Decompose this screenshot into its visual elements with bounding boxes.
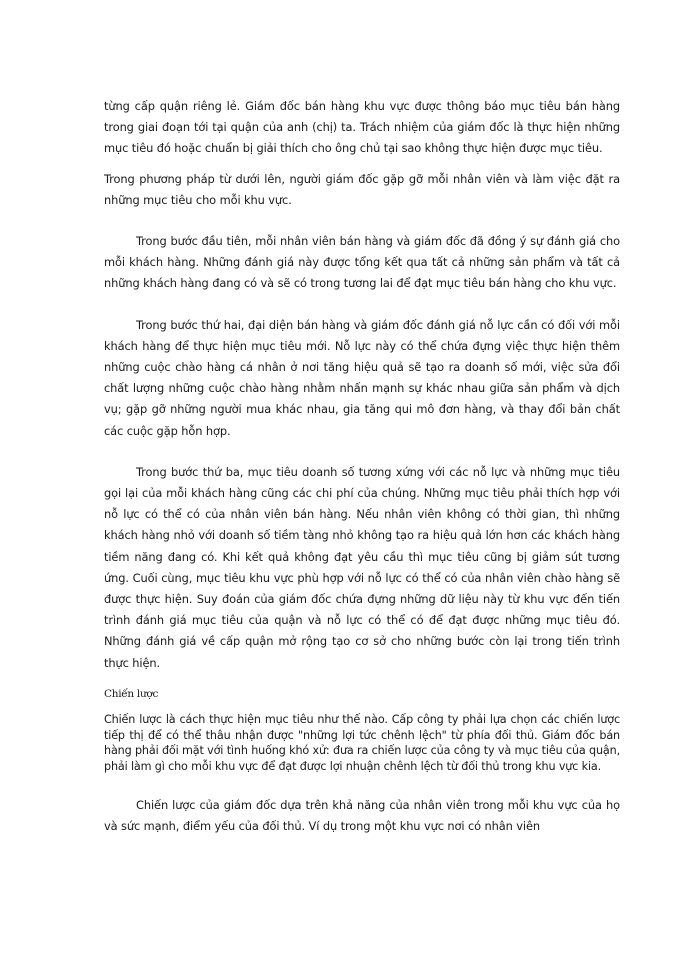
paragraph-step-one: Trong bước đầu tiên, mỗi nhân viên bán hàng và giám đốc đã đồng ý sự đánh giá cho mỗi khách hàng. Những đánh giá này được tổng kết qua tất cả những sản phẩm và tất cả những khách hàng đang có và sẽ có trong tương lai để đạt mục tiêu bán hàng cho khu vực.: [104, 234, 620, 291]
paragraph-strategy-manager: Chiến lược của giám đốc dựa trên khả năng của nhân viên trong mỗi khu vực của họ và sức mạnh, điểm yếu của đối thủ. Ví dụ trong một khu vực nơi có nhân viên: [104, 798, 620, 834]
paragraph-bottom-up: Trong phương pháp từ dưới lên, người giám đốc gặp gỡ mỗi nhân viên và làm việc đặt ra những mục tiêu cho mỗi khu vực.: [104, 171, 620, 207]
section-heading-strategy: Chiến lược: [104, 687, 159, 700]
paragraph-quota-intro: từng cấp quận riêng lẻ. Giám đốc bán hàng khu vực được thông báo mục tiêu bán hàng trong giai đoạn tới tại quận của anh (chị) ta. Trách nhiệm của giám đốc là thực hiện những mục tiêu đó hoặc chuẩn bị giải thích cho ông chủ tại sao không thực hiện được mục tiêu.: [104, 99, 620, 156]
paragraph-step-two: Trong bước thứ hai, đại diện bán hàng và giám đốc đánh giá nỗ lực cần có đối với mỗi khách hàng để thực hiện mục tiêu mới. Nỗ lực này có thể chứa đựng việc thực hiện thêm những cuộc chào hàng cá nhân ở nơi tăng hiệu quả sẽ tạo ra doanh số mới, việc sửa đổi chất lượng những cuộc chào hàng nhằm nhấn mạnh sự khác nhau giữa sản phẩm và dịch vụ; gặp gỡ những người mua khác nhau, gia tăng qui mô đơn hàng, và thay đổi bản chất các cuộc gặp hỗn hợp.: [104, 317, 620, 438]
paragraph-step-three: Trong bước thứ ba, mục tiêu doanh số tương xứng với các nỗ lực và những mục tiêu gọi lại của mỗi khách hàng cũng các chi phí của chúng. Những mục tiêu phải thích hợp với nỗ lực có thể có của nhân viên bán hàng. Nếu nhân viên không có thời gian, thì những khách hàng nhỏ với doanh số tiềm tàng nhỏ không tạo ra hiệu quả lớn hơn các khách hàng tiềm năng đang có. Khi kết quả không đạt yêu cầu thì mục tiêu cũng bị giảm sút tương ứng. Cuối cùng, mục tiêu khu vực phù hợp với nỗ lực có thể có của nhân viên chào hàng sẽ được thực hiện. Suy đoán của giám đốc chứa đựng những dữ liệu này từ khu vực đến tiến trình đánh giá mục tiêu của quận và nỗ lực có thể có để đạt được những mục tiêu đó. Những đánh giá về cấp quận mở rộng tạo cơ sở cho những bước còn lại trong tiến trình thực hiện.: [104, 464, 620, 670]
document-page: [104, 96, 620, 837]
paragraph-strategy-definition: Chiến lược là cách thực hiện mục tiêu như thế nào. Cấp công ty phải lựa chọn các chiến lược tiếp thị để có thể thâu nhận được "những lợi tức chênh lệch" từ phía đối thủ. Giám đốc bán hàng phải đối mặt với tình huống khó xử: đưa ra chiến lược của công ty và mục tiêu của quận, phải làm gì cho mỗi khu vực để đạt được lợi nhuận chênh lệch từ đối thủ trong khu vực kia.: [104, 712, 620, 774]
